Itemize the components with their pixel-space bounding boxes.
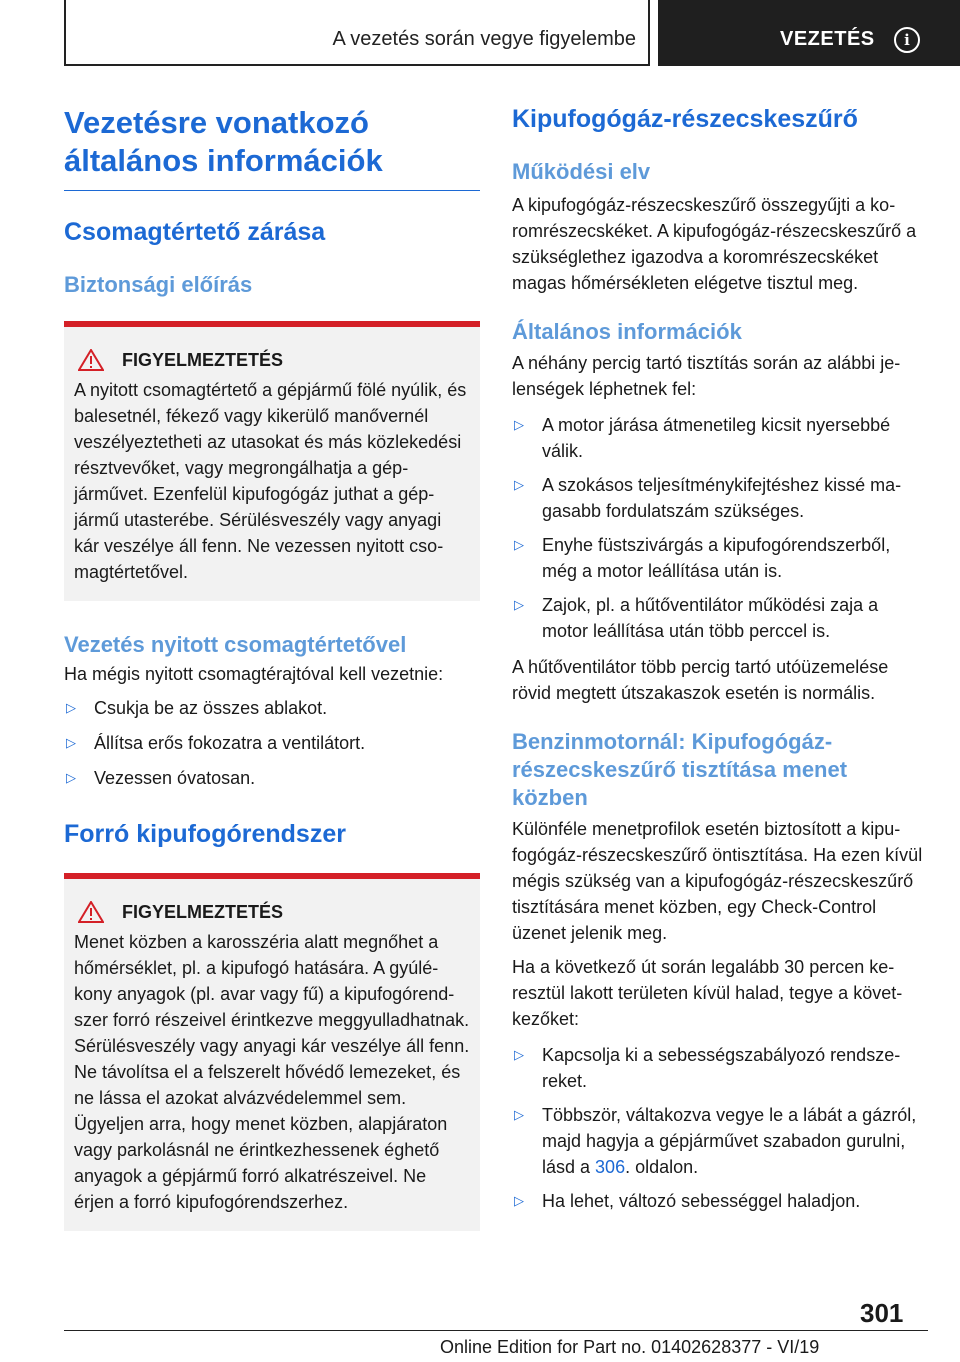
phenomena-list — [512, 412, 928, 644]
warning-box — [64, 873, 480, 1231]
list-item-text: Enyhe füstszivárgás a kipufogórendszerből, még a motor leállítása után is. — [542, 535, 891, 581]
triangle-bullet-icon: ▷ — [514, 417, 524, 432]
chapter-tab-label: VEZETÉS — [780, 28, 875, 50]
warning-text: Menet közben a karosszéria alatt megnőhet a hőmérséklet, pl. a kipufogó hatására. A gyúlékony anyagok (pl. avar vagy fű) a kipufogórendszer forró részeivel érintkezve meggyulladhatnak. Sérülésveszély vagy anyagi kár veszélye áll fenn. Ne távolítsa el a felszerelt hővédő lemezeket, és ne lássa el azokat alvázvédelemmel sem. Ügyeljen arra, hogy menet közben, alapjáraton vagy parkolásnál ne érintkezhessenek éghető anyagok a gépjármű forró alkatrészeivel. Ne érjen a forró kipufogórendszerhez. — [74, 932, 470, 1212]
section-title-particulate-filter: Kipufogógáz-részecskeszűrő — [512, 105, 858, 133]
section-title-trunk-lid: Csomagtértető zárása — [64, 218, 326, 246]
footer-edition: Online Edition for Part no. 01402628377 - VI/19 — [440, 1337, 820, 1357]
left-column — [64, 104, 480, 1231]
list-item-text: Kapcsolja ki a sebességszabályozó rendszereket. — [542, 1045, 901, 1091]
chapter-tab[interactable] — [658, 0, 960, 66]
warning-box — [64, 321, 480, 601]
paragraph: A kipufogógáz-részecskeszűrő összegyűjti a koromrészecskéket. A kipufogógáz-részecskeszűrő a szükséglethez igazodva a koromrészecskéket magas hőmérsékleten elégetve tisztul meg. — [512, 195, 917, 293]
list-item-text: Állítsa erős fokozatra a ventilátort. — [94, 733, 366, 753]
warning-header — [74, 901, 470, 923]
list-item — [512, 472, 928, 524]
footer-edition-text — [440, 1337, 819, 1358]
list-item-text: Vezessen óvatosan. — [94, 768, 256, 788]
warning-text: A nyitott csomagtértető a gépjármű fölé nyúlik, és balesetnél, fékező vagy kikerülő manővernél veszélyeztetheti az utasokat és más közlekedési résztvevőket, vagy megrongálhatja a gépjárművet. Ezenfelül kipufogógáz juthat a gépjármű utasterébe. Sérülésveszély vagy anyagi kár veszélye áll fenn. Ne vezessen nyitott csomagtértetővel. — [74, 380, 467, 582]
paragraph: Ha mégis nyitott csomagtérajtóval kell vezetnie: — [64, 664, 444, 684]
subsection-title-regeneration: Benzinmotornál: Kipufogógáz-részecskeszűrő tisztítása menet közben — [512, 729, 848, 810]
triangle-bullet-icon: ▷ — [514, 1047, 524, 1062]
list-item — [512, 1042, 928, 1094]
paragraph: Ha a következő út során legalább 30 percen keresztül lakott területen kívül halad, tegye a következőket: — [512, 957, 903, 1029]
list-item — [512, 1188, 928, 1214]
triangle-bullet-icon: ▷ — [66, 700, 76, 715]
warning-triangle-icon — [78, 901, 104, 923]
triangle-bullet-icon: ▷ — [514, 597, 524, 612]
list-item-text: Ha lehet, változó sebességgel haladjon. — [542, 1191, 861, 1211]
triangle-bullet-icon: ▷ — [514, 1193, 524, 1208]
subsection-title-open-trunk: Vezetés nyitott csomagtértetővel — [64, 632, 407, 657]
section-title-hot-exhaust: Forró kipufogórendszer — [64, 820, 346, 848]
running-header-title: A vezetés során vegye figyelembe — [332, 28, 636, 50]
subsection-title-general: Általános információk — [512, 319, 742, 344]
warning-label: FIGYELMEZTETÉS — [122, 349, 284, 370]
triangle-bullet-icon: ▷ — [66, 770, 76, 785]
paragraph: A hűtőventilátor több percig tartó utóüzemelése rövid megtett útszakaszok esetén is normális. — [512, 657, 889, 703]
list-item-text: A motor járása átmenetileg kicsit nyersebbé válik. — [542, 415, 891, 461]
list-item — [512, 592, 928, 644]
page-number: 301 — [860, 1298, 904, 1328]
triangle-bullet-icon: ▷ — [514, 537, 524, 552]
heading-rule — [64, 190, 480, 191]
footer-rule — [64, 1330, 928, 1331]
list-item — [64, 765, 480, 791]
header-left-border — [64, 0, 66, 66]
paragraph: A néhány percig tartó tisztítás során az alábbi jelenségek léphetnek fel: — [512, 353, 901, 399]
list-item — [512, 532, 928, 584]
triangle-bullet-icon: ▷ — [66, 735, 76, 750]
header-right-border — [648, 0, 650, 66]
instruction-list — [64, 695, 480, 791]
list-item — [512, 412, 928, 464]
paragraph: Különféle menetprofilok esetén biztosított a kipufogógáz-részecskeszűrő öntisztítása. Ha ezen kívül mégis szükség van a kipufogógáz-részecskeszűrő tisztítására menet közben, egy Check-Control üzenet jelenik meg. — [512, 819, 923, 943]
right-column — [512, 104, 928, 1214]
list-item-text: Csukja be az összes ablakot. — [94, 698, 328, 718]
triangle-bullet-icon: ▷ — [514, 477, 524, 492]
list-item — [64, 730, 480, 756]
list-item — [64, 695, 480, 721]
header-bottom-border — [64, 64, 649, 66]
page-reference-link[interactable]: 306 — [595, 1157, 626, 1177]
regeneration-steps-list — [512, 1042, 928, 1214]
list-item-text: Többször, váltakozva vegye le a lábát a gázról, majd hagyja a gépjárművet szabadon gurulni, lásd a — [542, 1105, 917, 1177]
triangle-bullet-icon: ▷ — [514, 1107, 524, 1122]
warning-header — [74, 349, 470, 371]
list-item-text: . oldalon. — [625, 1157, 699, 1177]
list-item — [512, 1102, 928, 1180]
warning-triangle-icon — [78, 349, 104, 371]
subsection-title-principle: Működési elv — [512, 159, 651, 184]
warning-label: FIGYELMEZTETÉS — [122, 901, 284, 922]
list-item-text: Zajok, pl. a hűtőventilátor működési zaja a motor leállítása után több perccel is. — [542, 595, 879, 641]
chapter-heading: Vezetésre vonatkozó általános információk — [64, 105, 383, 178]
subsection-title-safety: Biztonsági előírás — [64, 272, 253, 297]
info-icon[interactable]: i — [894, 27, 920, 53]
list-item-text: A szokásos teljesítménykifejtéshez kissé magasabb fordulatszám szükséges. — [542, 475, 902, 521]
